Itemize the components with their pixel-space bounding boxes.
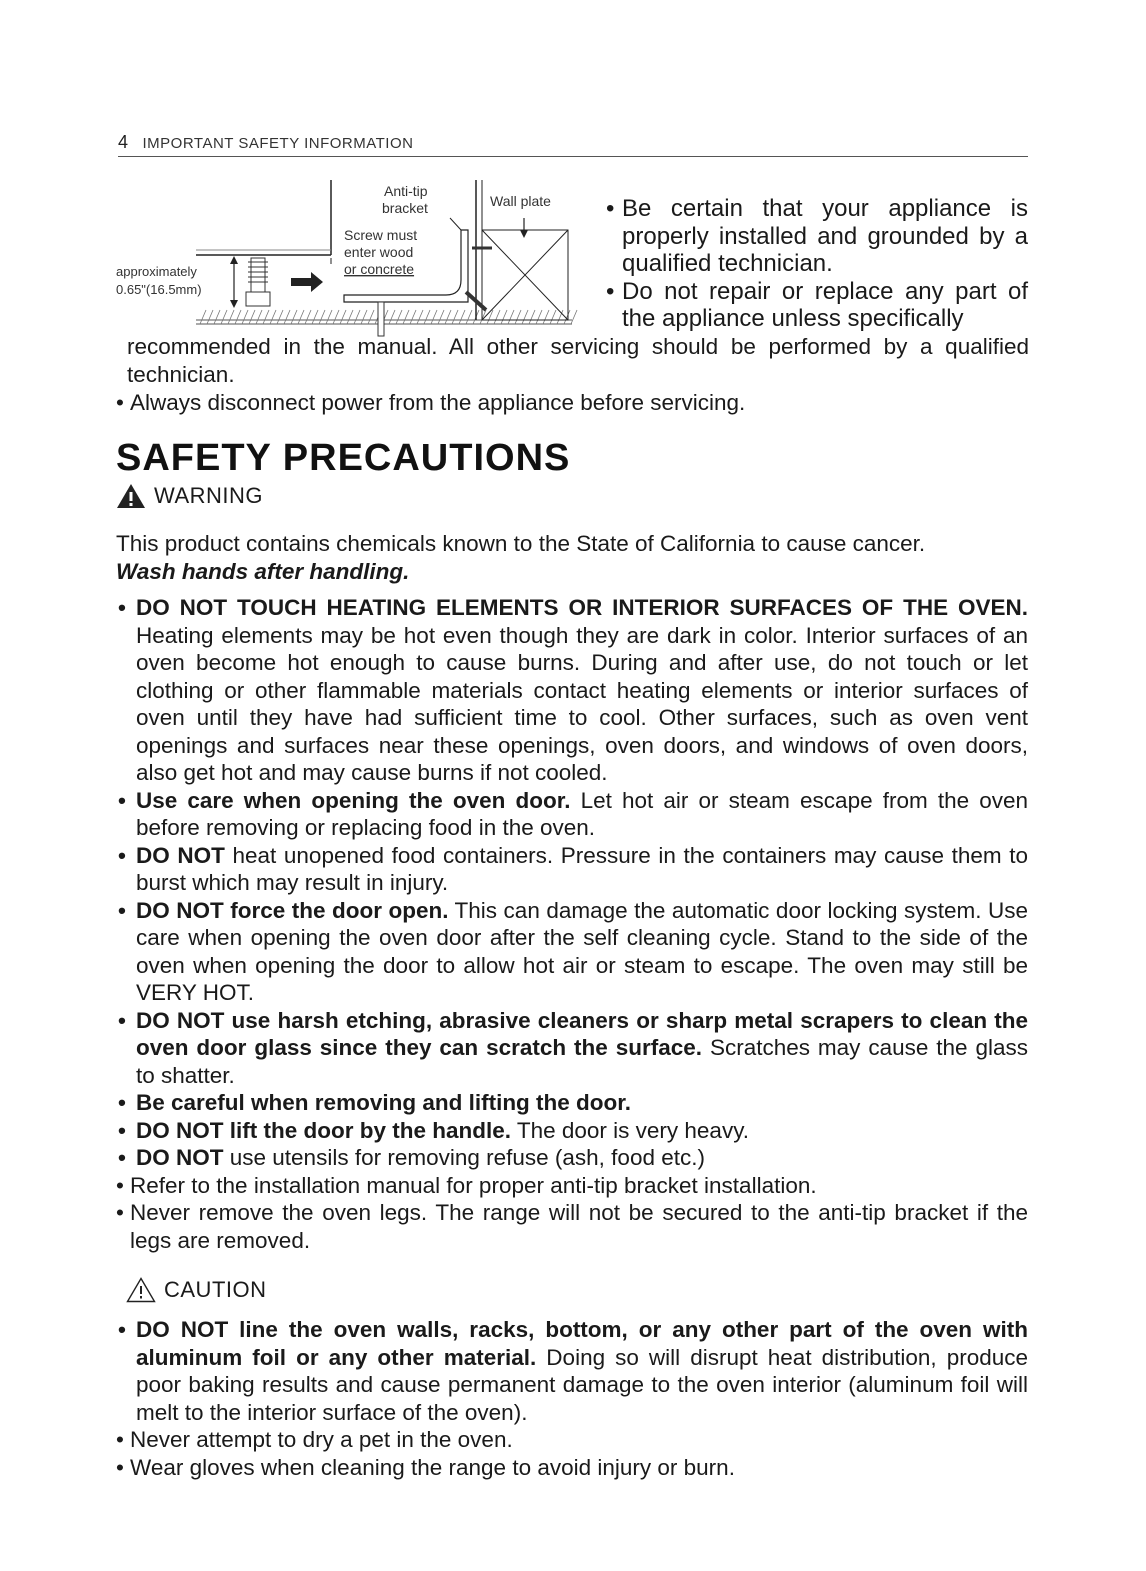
list-item: • Never remove the oven legs. The range will not be secured to the anti-tip bracket if the legs are removed.	[116, 1199, 1028, 1254]
item-bold: DO NOT lift the door by the handle.	[136, 1117, 511, 1143]
wall-plate-label: Wall plate	[490, 193, 551, 209]
screw-label-3: or concrete	[344, 261, 415, 277]
anti-tip-diagram	[116, 180, 596, 345]
intro-bullets	[606, 195, 1028, 333]
section-title: SAFETY PRECAUTIONS	[116, 437, 571, 479]
caution-heading	[126, 1277, 267, 1303]
item-bold: DO NOT line the oven walls, racks, bottom, or any other part of the oven with aluminum foil or any other material.	[136, 1317, 1028, 1370]
item-text: use utensils for removing refuse (ash, food etc.)	[223, 1145, 705, 1170]
item-bold: DO NOT	[136, 842, 225, 868]
prop65-text: This product contains chemicals known to the State of California to cause cancer.	[116, 531, 926, 556]
item-text: Scratches may cause the glass to shatter.	[136, 1035, 1028, 1088]
prop65-emphasis: Wash hands after handling.	[116, 558, 410, 584]
list-item	[116, 1316, 1028, 1426]
caution-label: CAUTION	[164, 1277, 267, 1302]
list-item: • Refer to the installation manual for proper anti-tip bracket installation.	[116, 1172, 1028, 1200]
item-text: Doing so will disrupt heat distribution, produce poor baking results and cause permanent damage to the oven interior (aluminum foil will melt to the interior surface of the oven).	[136, 1344, 1029, 1425]
caution-list	[116, 1316, 1028, 1481]
warning-label: WARNING	[154, 483, 264, 508]
header-title: IMPORTANT SAFETY INFORMATION	[142, 135, 414, 152]
list-item	[116, 897, 1028, 1007]
item-text: Heating elements may be hot even though they are dark in color. Interior surfaces of an oven become hot enough to cause burns. During and after use, do not touch or let clothing or other flammable materials contact heating elements or interior surfaces of oven until they have had sufficient time to cool. Other surfaces, such as oven vent openings and surfaces near these openings, oven doors, and windows of oven doors, also get hot and may cause burns if not cooled.	[136, 622, 1028, 785]
intro-bullet: • Be certain that your appliance is properly installed and grounded by a qualified technician.	[606, 195, 1028, 278]
list-item	[116, 594, 1028, 787]
page-number: 4	[118, 132, 129, 152]
screw-label-2: enter wood	[344, 244, 414, 260]
screw-label-1: Screw must	[344, 227, 418, 243]
approx-label-2: 0.65"(16.5mm)	[116, 282, 202, 297]
warning-triangle-icon	[116, 483, 146, 509]
list-item	[116, 1007, 1028, 1090]
item-text: This can damage the automatic door locking system. Use care when opening the oven door after the self cleaning cycle. Stand to the side of the oven when opening the door to allow hot air or steam to escape. The oven may still be VERY HOT.	[136, 897, 1028, 1005]
item-bold: DO NOT TOUCH HEATING ELEMENTS OR INTERIOR SURFACES OF THE OVEN.	[136, 595, 1028, 620]
item-bold: DO NOT	[136, 1145, 224, 1170]
intro-continuation: recommended in the manual. All other servicing should be performed by a qualified technician.	[127, 334, 1029, 387]
item-text: The door is very heavy.	[511, 1117, 750, 1143]
anti-tip-label-2: bracket	[382, 200, 428, 216]
list-item: • Wear gloves when cleaning the range to avoid injury or burn.	[116, 1454, 1028, 1482]
list-item	[116, 1144, 1028, 1172]
intro-bullet: • Do not repair or replace any part of the appliance unless specifically	[606, 278, 1028, 333]
item-bold: Use care when opening the oven door.	[136, 787, 571, 813]
list-item	[116, 842, 1028, 897]
item-bold: DO NOT force the door open.	[136, 897, 449, 923]
item-bold: Be careful when removing and lifting the door.	[136, 1090, 632, 1115]
item-text: heat unopened food containers. Pressure in the containers may cause them to burst which may result in injury.	[136, 842, 1029, 895]
list-item	[116, 1089, 1028, 1117]
prop65-notice	[116, 530, 1028, 585]
intro-bullet: • Always disconnect power from the appliance before servicing.	[116, 389, 1042, 417]
anti-tip-label-1: Anti-tip	[384, 183, 428, 199]
list-item	[116, 1117, 1028, 1145]
list-item: • Never attempt to dry a pet in the oven.	[116, 1426, 1028, 1454]
item-bold: DO NOT use harsh etching, abrasive cleaners or sharp metal scrapers to clean the oven door glass since they can scratch the surface.	[136, 1007, 1028, 1060]
warning-list	[116, 594, 1028, 1254]
list-item	[116, 787, 1028, 842]
caution-triangle-icon	[126, 1277, 156, 1303]
item-text: Let hot air or steam escape from the oven before removing or replacing food in the oven.	[136, 787, 1028, 840]
warning-heading	[116, 483, 263, 509]
page-header	[118, 132, 1028, 157]
approx-label-1: approximately	[116, 264, 197, 279]
